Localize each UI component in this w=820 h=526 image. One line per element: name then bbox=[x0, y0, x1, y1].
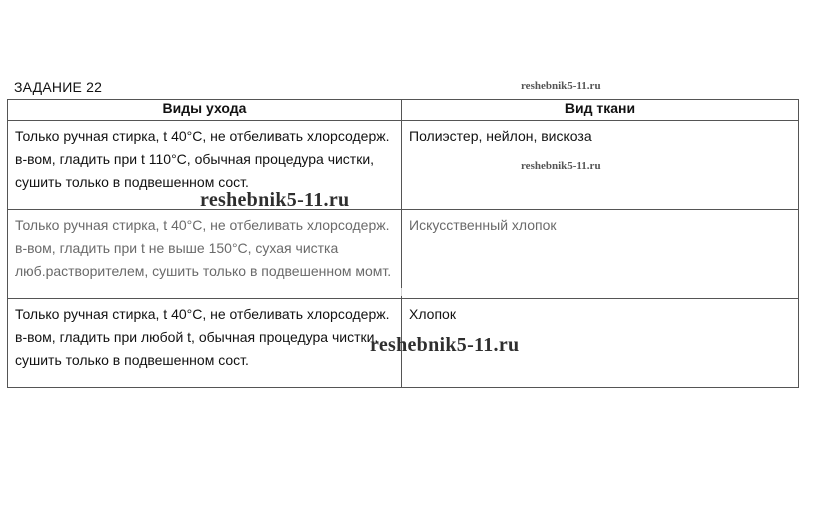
header-care-types: Виды ухода bbox=[8, 100, 402, 121]
watermark-row1: reshebnik5-11.ru bbox=[521, 160, 601, 172]
table-row bbox=[8, 121, 799, 210]
table-header-row bbox=[8, 100, 799, 121]
task-title: ЗАДАНИЕ 22 bbox=[14, 79, 103, 95]
scan-fade-strip bbox=[180, 288, 620, 296]
header-fabric-type: Вид ткани bbox=[402, 100, 799, 121]
care-cell: Только ручная стирка, t 40°С, не отбеливать хлорсодерж. в-вом, гладить при t не выше 150°С, сухая чистка люб.растворителем, сушить только в подвешенном момт. bbox=[8, 210, 402, 299]
watermark-row3-large: reshebnik5-11.ru bbox=[370, 334, 520, 356]
table-row bbox=[8, 210, 799, 299]
fabric-cell: Искусственный хлопок bbox=[402, 210, 799, 299]
watermark-top: reshebnik5-11.ru bbox=[521, 80, 601, 92]
fabric-cell: Хлопок bbox=[402, 299, 799, 388]
fabric-cell: Полиэстер, нейлон, вискоза bbox=[402, 121, 799, 210]
watermark-row1-large: reshebnik5-11.ru bbox=[200, 189, 350, 211]
care-cell: Только ручная стирка, t 40°С, не отбеливать хлорсодерж. в-вом, гладить при t 110°С, обычная процедура чистки, сушить только в подвешенном сост. bbox=[8, 121, 402, 210]
care-cell: Только ручная стирка, t 40°С, не отбеливать хлорсодерж. в-вом, гладить при любой t, обычная процедура чистки, сушить только в подвешенном сост. bbox=[8, 299, 402, 388]
